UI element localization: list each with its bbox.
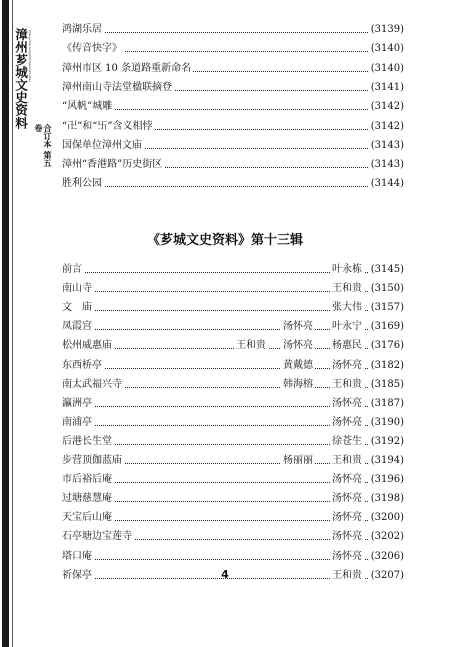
toc-entry-page: (3185) [369, 377, 404, 393]
toc-entry-title: 瀛洲亭 [62, 396, 94, 412]
toc-entry-page: (3144) [369, 176, 404, 192]
book-series-pinyin: zhangzhouxiangchengwenshiziliao [28, 30, 32, 83]
toc-entry-page: (3143) [369, 157, 404, 173]
toc-entry-author: 王和贵 [330, 568, 364, 584]
toc-entry [62, 491, 404, 507]
toc-entry-page: (3169) [369, 319, 404, 335]
toc-entry-title: 文 庙 [62, 300, 94, 316]
toc-entry-title: 塔口庵 [62, 549, 94, 565]
toc-entry [62, 61, 404, 77]
toc-entry-title: “卍”和“卐”含义相悖 [62, 119, 154, 135]
toc-entry-page: (3142) [369, 119, 404, 135]
toc-entry-title: 胜利公园 [62, 176, 104, 192]
toc-entry-page: (3187) [369, 396, 404, 412]
toc-entry [62, 41, 404, 57]
book-spine-label [13, 28, 52, 168]
toc-entry-page: (3176) [369, 338, 404, 354]
toc-entry-title: 南山寺 [62, 281, 94, 297]
toc-entry-page: (3207) [369, 568, 404, 584]
toc-entry-title: 过塘慈慧庵 [62, 491, 114, 507]
toc-entry-author: 汤怀亮 [281, 338, 315, 354]
toc-entry-author: 汤怀亮 [330, 472, 364, 488]
toc-entry [62, 176, 404, 192]
toc-entry-page: (3190) [369, 415, 404, 431]
toc-entry [62, 415, 404, 431]
toc-entry [62, 22, 404, 38]
toc-entry-title: 漳州市区 10 条道路重新命名 [62, 61, 193, 77]
toc-entry-title: 后港长生堂 [62, 434, 114, 450]
toc-entry-title: 漳州“香港路”历史街区 [62, 157, 164, 173]
toc-entry-title: 漳州南山寺法堂楹联摘登 [62, 80, 174, 96]
toc-entry-page: (3200) [369, 510, 404, 526]
toc-entry [62, 281, 404, 297]
toc-entry-title: 《传音快字》 [62, 41, 124, 57]
toc-entry [62, 119, 404, 135]
toc-entry-title: 石亭塘边宝莲寺 [62, 529, 134, 545]
toc-entry-title: 前言 [62, 262, 84, 278]
toc-entry-page: (3182) [369, 358, 404, 374]
toc-entry [62, 99, 404, 115]
book-volume-label: 合订本 第五卷 [34, 124, 52, 167]
section-heading: 《芗城文史资料》第十三辑 [146, 233, 303, 248]
toc-entry [62, 510, 404, 526]
toc-entry-author: 王和贵 [330, 453, 364, 469]
toc-entry-page: (3192) [369, 434, 404, 450]
toc-entry-author: 张大伟 [330, 300, 364, 316]
toc-entry-author: 汤怀亮 [330, 510, 364, 526]
toc-entry-page: (3194) [369, 453, 404, 469]
toc-entry-title: 鸿湖乐居 [62, 22, 104, 38]
toc-entry-author: 韩海榕 [281, 377, 315, 393]
toc-entry-author: 杨惠民 [330, 338, 364, 354]
toc-entry-title: 天宝后山庵 [62, 510, 114, 526]
toc-entry-author: 王和贵 [330, 281, 364, 297]
toc-entry-page: (3150) [369, 281, 404, 297]
toc-entry-author: 汤怀亮 [330, 396, 364, 412]
toc-entry-author: 汤怀亮 [330, 549, 364, 565]
toc-entry-title: 祈保亭 [62, 568, 94, 584]
toc-entry-title: 东西桥亭 [62, 358, 104, 374]
toc-entry [62, 157, 404, 173]
page-number: 4 [221, 568, 229, 581]
toc-entry-title: “风帆”城雕 [62, 99, 114, 115]
toc-entry-author: 王和贵 [330, 377, 364, 393]
spine-bar [2, 0, 9, 647]
toc-entry [62, 138, 404, 154]
toc-entry [62, 549, 404, 565]
toc-entry-page: (3140) [369, 41, 404, 57]
book-series-title: 漳州芗城文史资料 [13, 28, 28, 129]
toc-entry-title: 国保单位漳州文庙 [62, 138, 144, 154]
toc-entry [62, 338, 404, 354]
toc-entry-page: (3202) [369, 529, 404, 545]
toc-entry-page: (3206) [369, 549, 404, 565]
toc-entry-page: (3142) [369, 99, 404, 115]
toc-entry [62, 472, 404, 488]
toc-entry-author: 叶永栋 [330, 262, 364, 278]
toc-entry-author: 徐苍生 [330, 434, 364, 450]
dot-leader [62, 186, 404, 187]
toc-entry-title: 南太武福兴寺 [62, 377, 124, 393]
toc-entry-page: (3139) [369, 22, 404, 38]
toc-entry-page: (3145) [369, 262, 404, 278]
toc-entry [62, 434, 404, 450]
toc-entry-author: 汤怀亮 [281, 319, 315, 335]
toc-entry-title: 凤霞宫 [62, 319, 94, 335]
toc-entry [62, 300, 404, 316]
toc-entry-author: 汤怀亮 [330, 358, 364, 374]
toc-entry-author: 黄戴德 [281, 358, 315, 374]
toc-entry [62, 396, 404, 412]
dot-leader [62, 32, 404, 33]
toc-entry [62, 262, 404, 278]
toc-entry-title: 南浦亭 [62, 415, 94, 431]
toc-entry [62, 529, 404, 545]
toc-entry-page: (3198) [369, 491, 404, 507]
toc-entry-author: 杨丽丽 [281, 453, 315, 469]
toc-entry [62, 358, 404, 374]
toc-entry-author: 汤怀亮 [330, 415, 364, 431]
toc-entry-page: (3143) [369, 138, 404, 154]
toc-entry-page: (3141) [369, 80, 404, 96]
toc-entry-page: (3140) [369, 61, 404, 77]
toc-entry-page: (3196) [369, 472, 404, 488]
toc-entry-author: 汤怀亮 [330, 529, 364, 545]
toc-entry [62, 377, 404, 393]
toc-entry-title: 市后裕后庵 [62, 472, 114, 488]
toc-entry-title: 松州威惠庙 [62, 338, 114, 354]
toc-entry [62, 80, 404, 96]
toc-entry [62, 453, 404, 469]
toc-entry [62, 319, 404, 335]
toc-entry-author: 王和贵 [234, 338, 268, 354]
toc-entry-author: 叶永宁 [330, 319, 364, 335]
toc-entry-title: 步营顶伽蓝庙 [62, 453, 124, 469]
toc-entry-page: (3157) [369, 300, 404, 316]
toc-entry-author: 汤怀亮 [330, 491, 364, 507]
